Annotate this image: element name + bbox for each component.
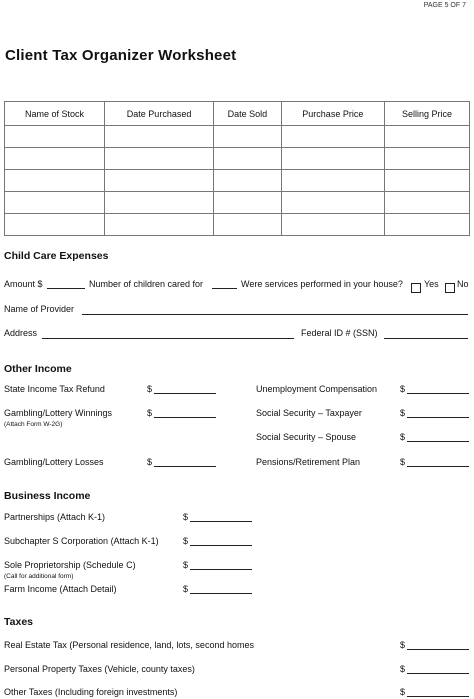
child-care-heading: Child Care Expenses: [4, 250, 109, 262]
table-cell[interactable]: [214, 126, 282, 148]
column-header: Selling Price: [384, 102, 469, 126]
table-cell[interactable]: [5, 126, 105, 148]
gambling-winnings-field[interactable]: [154, 417, 216, 418]
table-cell[interactable]: [384, 214, 469, 236]
table-cell[interactable]: [5, 148, 105, 170]
farm-income-label: Farm Income (Attach Detail): [4, 584, 117, 594]
dollar-sign: $: [183, 536, 189, 546]
column-header: Purchase Price: [281, 102, 384, 126]
amount-label: Amount $: [4, 279, 43, 289]
page-number: PAGE 5 OF 7: [423, 2, 466, 9]
table-cell[interactable]: [5, 170, 105, 192]
dollar-sign: $: [147, 384, 153, 394]
gambling-losses-label: Gambling/Lottery Losses: [4, 457, 104, 467]
table-cell[interactable]: [281, 170, 384, 192]
ss-spouse-label: Social Security – Spouse: [256, 432, 357, 442]
other-income-heading: Other Income: [4, 363, 72, 375]
dollar-sign: $: [183, 512, 189, 522]
table-cell[interactable]: [104, 214, 213, 236]
column-header: Date Purchased: [104, 102, 213, 126]
amount-field[interactable]: [47, 288, 85, 289]
table-cell[interactable]: [384, 148, 469, 170]
provider-label: Name of Provider: [4, 304, 75, 314]
business-income-heading: Business Income: [4, 490, 91, 502]
dollar-sign: $: [400, 384, 406, 394]
page-title: Client Tax Organizer Worksheet: [5, 47, 237, 64]
unemployment-label: Unemployment Compensation: [256, 384, 378, 394]
no-checkbox[interactable]: [445, 279, 455, 297]
pensions-field[interactable]: [407, 466, 469, 467]
table-row: [5, 170, 470, 192]
subchapter-s-label: Subchapter S Corporation (Attach K-1): [4, 536, 159, 546]
services-question: Were services performed in your house?: [241, 279, 403, 289]
subchapter-s-field[interactable]: [190, 545, 252, 546]
dollar-sign: $: [400, 432, 406, 442]
column-header: Date Sold: [214, 102, 282, 126]
farm-income-field[interactable]: [190, 593, 252, 594]
no-label: No: [457, 279, 469, 289]
dollar-sign: $: [147, 457, 153, 467]
personal-property-label: Personal Property Taxes (Vehicle, county taxes): [4, 664, 195, 674]
taxes-heading: Taxes: [4, 616, 33, 628]
dollar-sign: $: [400, 457, 406, 467]
other-taxes-label: Other Taxes (Including foreign investments): [4, 687, 178, 697]
dollar-sign: $: [400, 640, 406, 650]
yes-label: Yes: [424, 279, 439, 289]
unemployment-field[interactable]: [407, 393, 469, 394]
dollar-sign: $: [183, 584, 189, 594]
dollar-sign: $: [400, 408, 406, 418]
federal-id-label: Federal ID # (SSN): [301, 328, 378, 338]
other-taxes-field[interactable]: [407, 696, 469, 697]
ss-spouse-field[interactable]: [407, 441, 469, 442]
table-cell[interactable]: [104, 170, 213, 192]
table-cell[interactable]: [384, 192, 469, 214]
stock-table-header: [5, 102, 470, 126]
pensions-label: Pensions/Retirement Plan: [256, 457, 361, 467]
table-cell[interactable]: [281, 192, 384, 214]
table-row: [5, 148, 470, 170]
table-cell[interactable]: [214, 214, 282, 236]
call-info-note: (Call for additional form): [4, 573, 74, 580]
sole-prop-label: Sole Proprietorship (Schedule C): [4, 560, 136, 570]
dollar-sign: $: [147, 408, 153, 418]
table-cell[interactable]: [281, 148, 384, 170]
table-cell[interactable]: [214, 170, 282, 192]
table-cell[interactable]: [214, 192, 282, 214]
dollar-sign: $: [400, 664, 406, 674]
dollar-sign: $: [400, 687, 406, 697]
table-row: [5, 126, 470, 148]
table-row: [5, 192, 470, 214]
yes-checkbox[interactable]: [411, 279, 421, 297]
personal-property-field[interactable]: [407, 673, 469, 674]
attach-w2g-note: (Attach Form W-2G): [4, 421, 63, 428]
table-cell[interactable]: [384, 170, 469, 192]
table-cell[interactable]: [384, 126, 469, 148]
real-estate-field[interactable]: [407, 649, 469, 650]
gambling-losses-field[interactable]: [154, 466, 216, 467]
ss-taxpayer-label: Social Security – Taxpayer: [256, 408, 362, 418]
address-field[interactable]: [42, 338, 294, 339]
children-count-field[interactable]: [212, 288, 237, 289]
table-cell[interactable]: [5, 192, 105, 214]
table-cell[interactable]: [214, 148, 282, 170]
partnerships-field[interactable]: [190, 521, 252, 522]
federal-id-field[interactable]: [384, 338, 468, 339]
table-cell[interactable]: [5, 214, 105, 236]
address-label: Address: [4, 328, 38, 338]
state-refund-label: State Income Tax Refund: [4, 384, 105, 394]
table-cell[interactable]: [104, 148, 213, 170]
ss-taxpayer-field[interactable]: [407, 417, 469, 418]
dollar-sign: $: [183, 560, 189, 570]
children-label: Number of children cared for: [89, 279, 204, 289]
table-row: [5, 214, 470, 236]
partnerships-label: Partnerships (Attach K-1): [4, 512, 106, 522]
table-cell[interactable]: [104, 126, 213, 148]
sole-prop-field[interactable]: [190, 569, 252, 570]
state-refund-field[interactable]: [154, 393, 216, 394]
table-cell[interactable]: [281, 126, 384, 148]
table-cell[interactable]: [281, 214, 384, 236]
stock-table: [4, 101, 470, 236]
provider-field[interactable]: [82, 314, 468, 315]
gambling-winnings-label: Gambling/Lottery Winnings: [4, 408, 113, 418]
real-estate-label: Real Estate Tax (Personal residence, land, lots, second homes: [4, 640, 254, 650]
table-cell[interactable]: [104, 192, 213, 214]
column-header: Name of Stock: [5, 102, 105, 126]
